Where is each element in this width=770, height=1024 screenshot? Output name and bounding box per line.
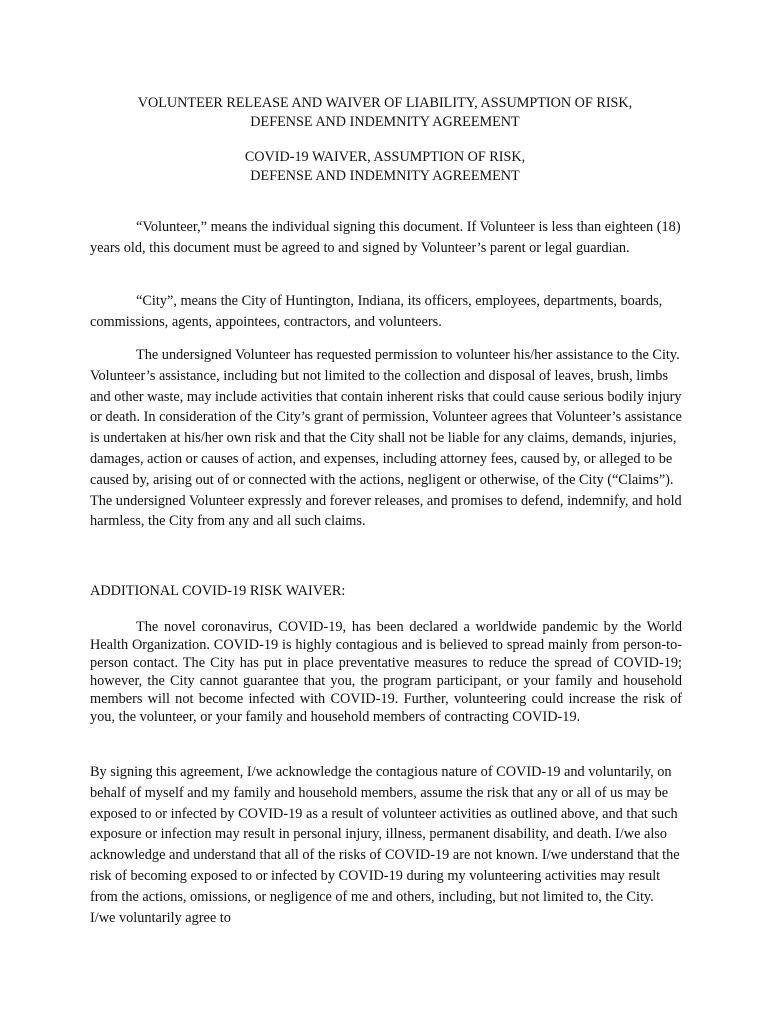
covid-waiver-title-line-2: DEFENSE AND INDEMNITY AGREEMENT: [250, 168, 520, 184]
release-waiver-title-line-2: DEFENSE AND INDEMNITY AGREEMENT: [250, 114, 520, 130]
covid-section-heading: ADDITIONAL COVID-19 RISK WAIVER:: [90, 583, 346, 599]
release-waiver-title: [0, 94, 770, 132]
covid-waiver-title: [0, 148, 770, 186]
covid-pandemic-paragraph: The novel coronavirus, COVID-19, has been declared a worldwide pandemic by the World Health Organization. COVID-19 is highly contagious and is believed to spread mainly from person-to-person contact. The City has put in place preventative measures to reduce the spread of COVID-19; however, the City cannot guarantee that you, the program participant, or your family and household members will not become infected with COVID-19. Further, volunteering could increase the risk of you, the volunteer, or your family and household members of contracting COVID-19.: [90, 619, 682, 726]
release-waiver-title-line-1: VOLUNTEER RELEASE AND WAIVER OF LIABILITY, ASSUMPTION OF RISK,: [137, 95, 633, 111]
city-definition-paragraph: “City”, means the City of Huntington, Indiana, its officers, employees, departments, boards, commissions, agents, appointees, contractors, and volunteers.: [90, 293, 663, 330]
volunteer-definition-paragraph: “Volunteer,” means the individual signing this document. If Volunteer is less than eighteen (18) years old, this document must be agreed to and signed by Volunteer’s parent or legal guardian.: [90, 219, 681, 256]
covid-waiver-title-line-1: COVID-19 WAIVER, ASSUMPTION OF RISK,: [244, 149, 526, 165]
acknowledgement-paragraph: By signing this agreement, I/we acknowledge the contagious nature of COVID-19 and voluntarily, on behalf of myself and my family and household members, assume the risk that any or all of us may be exposed to or infected by COVID-19 as a result of volunteer activities as outlined above, and that such exposure or infection may result in personal injury, illness, permanent disability, and death. I/we also acknowledge and understand that all of the risks of COVID-19 are not known. I/we understand that the risk of becoming exposed to or infected by COVID-19 during my volunteering activities may result from the actions, omissions, or negligence of me and others, including, but not limited to, the City. I/we voluntarily agree to: [90, 764, 680, 926]
release-terms-paragraph: The undersigned Volunteer has requested permission to volunteer his/her assistance to the City. Volunteer’s assistance, including but not limited to the collection and disposal of leaves, brush, limbs and other waste, may include activities that contain inherent risks that could cause serious bodily injury or death. In consideration of the City’s grant of permission, Volunteer agrees that Volunteer’s assistance is undertaken at his/her own risk and that the City shall not be liable for any claims, demands, injuries, damages, action or causes of action, and expenses, including attorney fees, caused by, or alleged to be caused by, arising out of or connected with the actions, negligent or otherwise, of the City (“Claims”). The undersigned Volunteer expressly and forever releases, and promises to defend, indemnify, and hold harmless, the City from any and all such claims.: [90, 347, 682, 530]
